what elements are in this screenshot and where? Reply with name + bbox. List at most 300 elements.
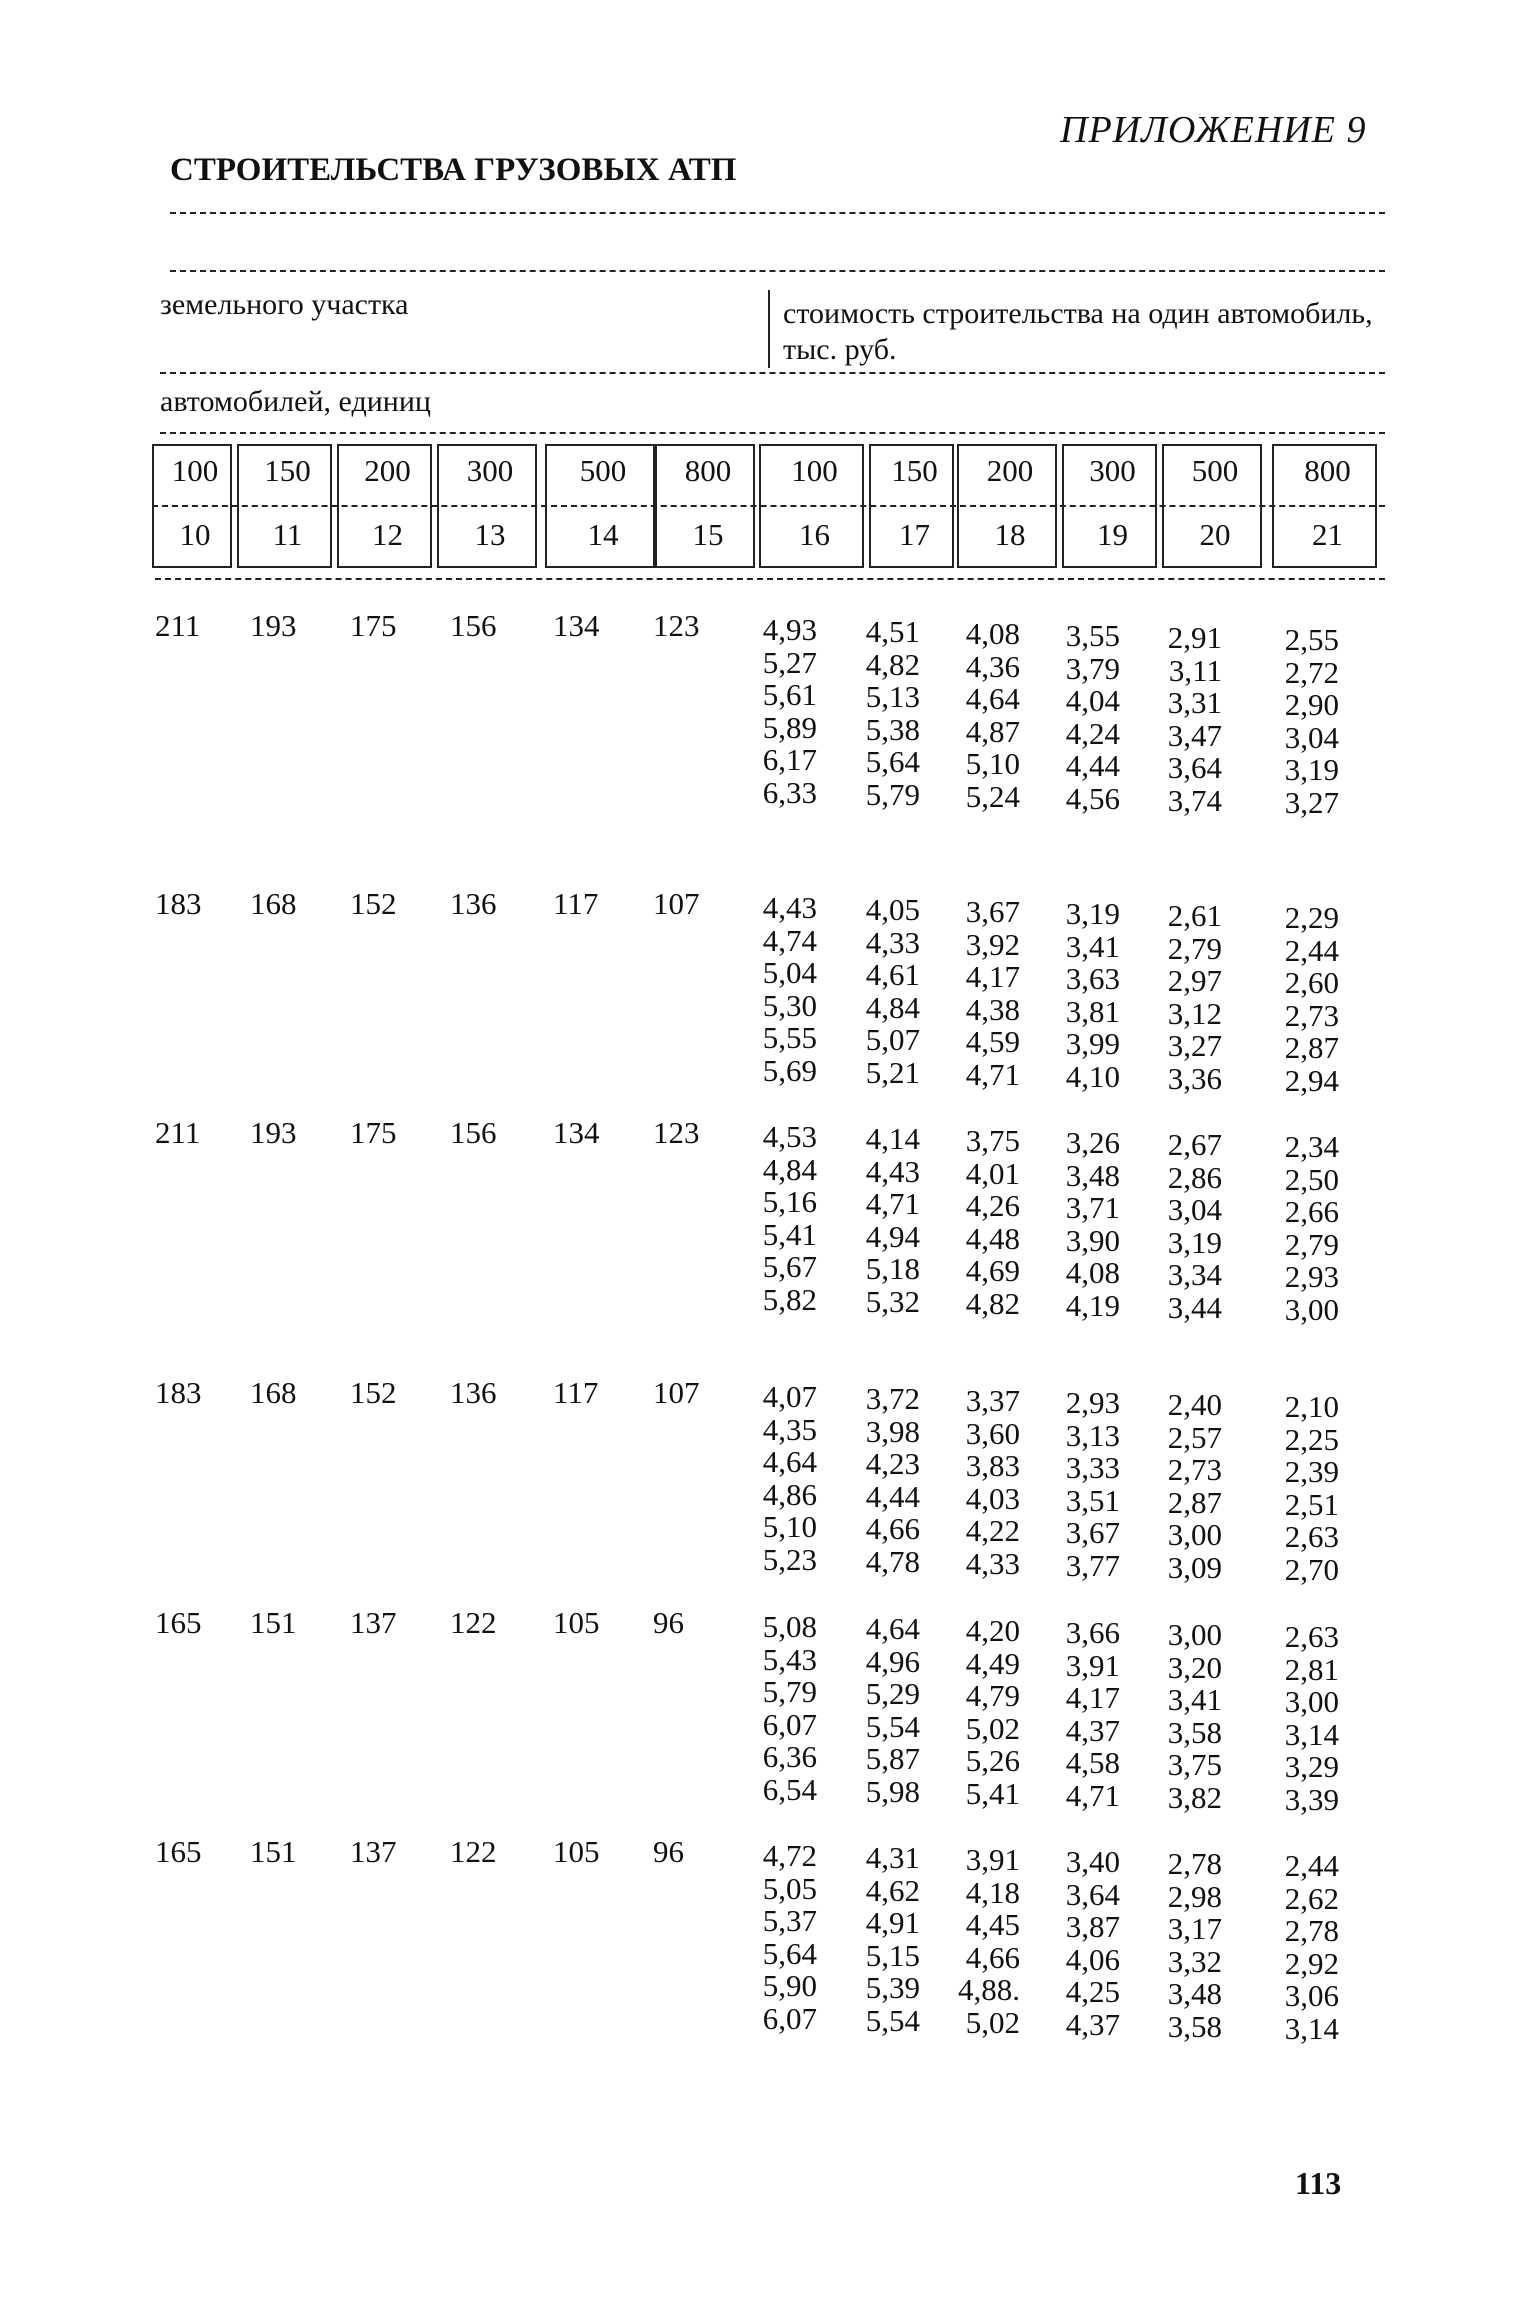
cost-value: 5,43 [762,1641,817,1677]
cost-value: 3,71 [1065,1190,1120,1225]
cost-value: 3,19 [1065,896,1120,931]
land-area-value: 175 [350,608,397,643]
cost-value: 4,93 [762,612,817,647]
cost-value: 3,40 [1065,1844,1120,1879]
cost-value: 4,44 [865,1478,920,1514]
cost-value: 3,00 [1167,1617,1222,1652]
vehicle-count-header: 100 [791,453,838,488]
cost-value: 3,19 [1167,1224,1222,1260]
vehicle-count-header: 300 [1089,453,1136,488]
land-area-value: 136 [450,1375,497,1410]
cost-value: 5,41 [762,1216,817,1252]
cost-value: 3,55 [1065,618,1120,653]
cost-value: 3,48 [1065,1157,1120,1193]
cost-value: 5,64 [865,744,920,779]
cost-value: 3,64 [1065,1876,1120,1912]
cost-value: 5,61 [762,677,817,712]
cost-value: 3,00 [1284,1291,1339,1327]
cost-value: 3,11 [1168,652,1222,688]
cost-column [1048,1127,1120,1322]
cost-value: 4,84 [865,989,920,1025]
cost-value: 3,09 [1167,1549,1222,1585]
cost-value: 2,97 [1167,963,1222,998]
column-number: 16 [799,517,830,552]
cost-value: 5,30 [762,987,817,1023]
cost-value: 5,02 [965,1710,1020,1746]
cost-column [948,1385,1020,1580]
vehicle-count-header: 300 [466,453,514,488]
cost-column [1150,622,1222,817]
cost-value: 3,27 [1167,1028,1222,1063]
column-number: 19 [1097,517,1128,552]
cost-value: 2,34 [1284,1129,1339,1164]
cost-value: 4,61 [865,957,920,992]
cost-value: 4,72 [762,1838,817,1873]
cost-value: 4,26 [965,1188,1020,1223]
cost-value: 3,00 [1167,1517,1222,1552]
cost-value: 4,74 [762,922,817,958]
cost-value: 3,63 [1065,961,1120,996]
cost-value: 3,26 [1065,1125,1120,1160]
cost-column [1150,900,1222,1095]
cost-value: 5,18 [865,1251,920,1286]
cost-value: 3,47 [1167,717,1222,753]
cost-value: 3,06 [1284,1978,1339,2013]
cost-value: 3,29 [1284,1749,1339,1784]
cost-value: 4,08 [965,616,1020,651]
cost-value: 4,37 [1065,2006,1120,2042]
cost-value: 4,53 [762,1119,817,1154]
cost-value: 5,04 [762,955,817,990]
cost-value: 2,79 [1284,1226,1339,1262]
cost-value: 2,93 [1065,1385,1120,1420]
cost-value: 4,79 [965,1678,1020,1713]
cost-value: 3,82 [1167,1779,1222,1815]
cost-value: 2,72 [1284,654,1339,690]
cost-value: 3,91 [1065,1647,1120,1683]
cost-column [1267,1621,1339,1816]
cost-value: 4,69 [965,1253,1020,1288]
cost-value: 2,73 [1167,1452,1222,1487]
cost-value: 2,10 [1284,1389,1339,1424]
cost-value: 4,87 [965,713,1020,749]
cost-column [848,1383,920,1578]
cost-column [1048,1617,1120,1812]
cost-value: 3,14 [1284,1716,1339,1752]
land-area-value: 137 [350,1605,397,1640]
table-top-rule [170,270,1385,272]
cost-value: 5,23 [762,1541,817,1577]
cost-value: 3,98 [865,1413,920,1449]
cost-value: 5,87 [865,1741,920,1776]
land-area-value: 107 [653,1375,700,1410]
cost-value: 2,86 [1167,1159,1222,1195]
cost-value: 5,64 [762,1935,817,1971]
cost-value: 3,19 [1284,752,1339,787]
cost-value: 5,21 [865,1054,920,1090]
cost-value: 4,62 [865,1872,920,1908]
cost-column [848,894,920,1089]
column-number: 20 [1199,517,1231,552]
cost-value: 2,66 [1284,1194,1339,1229]
cost-value: 3,17 [1167,1911,1222,1946]
land-area-value: 183 [155,1375,202,1410]
cost-value: 5,54 [865,2002,920,2038]
cost-value: 3,12 [1167,995,1222,1031]
cost-column [1267,902,1339,1097]
land-area-value: 152 [350,1375,397,1410]
cost-value: 2,29 [1284,900,1339,935]
cost-value: 2,44 [1284,932,1339,968]
cost-value: 2,73 [1284,997,1339,1033]
land-area-value: 134 [553,608,600,643]
cost-value: 4,71 [1065,1777,1120,1813]
cost-column [1150,1389,1222,1584]
cost-value: 4,38 [965,991,1020,1027]
cost-column [1048,620,1120,815]
cost-value: 2,57 [1167,1419,1222,1455]
vehicle-count-header: 200 [986,453,1034,488]
cost-value: 3,75 [965,1123,1020,1158]
cost-value: 4,44 [1065,748,1120,783]
land-area-value: 183 [155,886,202,921]
cost-value: 5,39 [865,1970,920,2005]
cost-column [1267,1131,1339,1326]
cost-value: 3,91 [965,1842,1020,1877]
cost-value: 4,17 [1065,1680,1120,1715]
cost-value: 5,02 [965,2004,1020,2040]
cost-value: 4,17 [965,959,1020,994]
cost-column [1048,898,1120,1093]
header-divider [768,290,770,368]
cost-value: 3,41 [1167,1682,1222,1717]
cost-value: 6,07 [762,1706,817,1742]
cost-value: 2,51 [1284,1486,1339,1522]
cost-label: стоимость строительства на один автомобиль, тыс. руб. [783,297,1373,366]
land-area-value: 175 [350,1115,397,1150]
cost-value: 2,87 [1167,1484,1222,1520]
land-area-value: 117 [553,1375,599,1410]
cost-column [948,896,1020,1091]
cost-value: 3,75 [1167,1747,1222,1782]
land-area-value: 123 [653,608,700,643]
cost-value: 3,77 [1065,1547,1120,1583]
land-area-value: 211 [155,608,201,643]
cost-value: 4,33 [965,1545,1020,1581]
column-number: 17 [899,517,930,552]
cost-value: 3,31 [1167,685,1222,720]
vehicle-count-header: 150 [264,453,311,488]
vehicle-count-header: 150 [891,453,938,488]
cost-value: 3,87 [1065,1909,1120,1944]
cost-value: 5,54 [865,1708,920,1744]
cost-value: 2,92 [1284,1945,1339,1981]
land-area-label: земельного участка [160,288,409,321]
cost-value: 5,10 [965,746,1020,781]
cost-value: 3,44 [1167,1289,1222,1325]
header-row-divider [152,505,1385,507]
cost-value: 2,63 [1284,1619,1339,1654]
cost-column [745,1381,817,1576]
cost-value: 2,44 [1284,1848,1339,1883]
cost-value: 5,41 [965,1775,1020,1811]
cost-column [1048,1387,1120,1582]
cost-value: 4,86 [762,1476,817,1512]
cost-value: 4,71 [965,1056,1020,1092]
column-number: 11 [272,517,303,552]
cost-value: 5,38 [865,711,920,747]
land-area-value: 151 [250,1605,297,1640]
cost-value: 2,50 [1284,1161,1339,1197]
land-area-value: 123 [653,1115,700,1150]
cost-column [948,1844,1020,2039]
cars-count-label: автомобилей, единиц [160,385,431,418]
column-number: 14 [587,517,619,552]
land-area-value: 136 [450,886,497,921]
cost-value: 4,59 [965,1024,1020,1059]
cost-value: 3,72 [865,1381,920,1416]
cost-value: 5,37 [762,1903,817,1938]
cost-value: 4,22 [965,1513,1020,1548]
cost-column [745,892,817,1087]
cost-value: 3,60 [965,1415,1020,1451]
header-sub-rule [160,432,1385,434]
cost-value: 5,05 [762,1870,817,1906]
cost-column [745,1121,817,1316]
cost-value: 5,13 [865,679,920,714]
column-number: 13 [474,517,506,552]
cost-value: 4,49 [965,1645,1020,1681]
cost-column [948,618,1020,813]
cost-value: 4,20 [965,1613,1020,1648]
cost-value: 3,00 [1284,1684,1339,1719]
cost-value: 4,43 [865,1153,920,1189]
cost-value: 4,64 [762,1444,817,1479]
cost-value: 2,90 [1284,687,1339,722]
land-area-value: 152 [350,886,397,921]
cost-value: 3,41 [1065,928,1120,964]
cost-value: 5,27 [762,644,817,680]
cost-value: 3,39 [1284,1781,1339,1817]
cost-value: 4,08 [1065,1255,1120,1290]
cost-value: 2,67 [1167,1127,1222,1162]
cost-value: 4,64 [865,1611,920,1646]
land-area-value: 117 [553,886,599,921]
cost-value: 5,55 [762,1020,817,1055]
cost-value: 2,25 [1284,1421,1339,1457]
cost-column [948,1125,1020,1320]
land-area-value: 134 [553,1115,600,1150]
cost-value: 4,66 [865,1511,920,1546]
cost-value: 4,36 [965,648,1020,684]
cost-value: 4,78 [865,1543,920,1579]
cost-value: 3,37 [965,1383,1020,1418]
cost-value: 4,45 [965,1907,1020,1942]
cost-value: 4,07 [762,1379,817,1414]
cost-value: 3,04 [1284,719,1339,755]
cost-value: 2,93 [1284,1259,1339,1294]
cost-value: 2,81 [1284,1651,1339,1687]
cost-value: 3,33 [1065,1450,1120,1485]
vehicle-count-header: 500 [579,453,627,488]
cost-value: 3,58 [1167,1714,1222,1750]
land-area-value: 105 [553,1605,600,1640]
cost-value: 5,15 [865,1937,920,1973]
cost-value: 3,83 [965,1448,1020,1483]
cost-value: 5,10 [762,1509,817,1544]
cost-value: 2,87 [1284,1030,1339,1065]
vehicle-count-header: 800 [1304,453,1351,488]
land-area-value: 122 [450,1834,497,1869]
vehicle-count-header: 800 [684,453,732,488]
land-area-value: 193 [250,1115,297,1150]
cost-column [1267,1850,1339,2045]
cost-value: 4,01 [965,1155,1020,1191]
cost-value: 4,04 [1065,683,1120,718]
cost-column [745,1611,817,1806]
heading-rule [170,212,1385,214]
cost-value: 4,48 [965,1220,1020,1256]
cost-value: 4,66 [965,1939,1020,1975]
land-area-value: 156 [450,1115,497,1150]
cost-column [848,1123,920,1318]
cost-value: 5,90 [762,1968,817,2003]
cost-value: 6,33 [762,774,817,810]
cost-column [1048,1846,1120,2041]
cost-value: 4,84 [762,1151,817,1187]
cost-value: 4,43 [762,890,817,925]
column-number: 18 [994,517,1026,552]
cost-value: 4,71 [865,1186,920,1221]
vehicle-count-header: 200 [364,453,411,488]
cost-value: 5,98 [865,1773,920,1809]
cost-value: 3,51 [1065,1482,1120,1518]
cost-value: 4,24 [1065,715,1120,751]
cost-value: 4,19 [1065,1287,1120,1323]
cost-value: 6,54 [762,1771,817,1807]
cost-value: 4,35 [762,1411,817,1447]
cost-value: 2,70 [1284,1551,1339,1587]
cost-value: 3,64 [1167,750,1222,785]
cost-value: 5,69 [762,1052,817,1088]
cost-column [948,1615,1020,1810]
cost-value: 4,37 [1065,1712,1120,1748]
cost-value: 2,61 [1167,898,1222,933]
column-number: 15 [692,517,724,552]
cost-column [848,616,920,811]
cost-value: 2,63 [1284,1519,1339,1554]
cost-value: 3,74 [1167,782,1222,818]
cost-column [1150,1129,1222,1324]
cost-value: 2,60 [1284,965,1339,1000]
cost-value: 3,20 [1167,1649,1222,1685]
cost-value: 3,67 [1065,1515,1120,1550]
land-area-value: 137 [350,1834,397,1869]
cost-value: 3,99 [1065,1026,1120,1061]
cost-value: 3,27 [1284,784,1339,820]
cost-value: 5,79 [762,1674,817,1709]
cost-value: 6,07 [762,2000,817,2036]
cost-value: 3,36 [1167,1060,1222,1096]
cost-value: 2,98 [1167,1878,1222,1914]
cost-value: 2,79 [1167,930,1222,966]
vehicle-count-header: 100 [171,453,219,488]
cost-value: 3,14 [1284,2010,1339,2046]
cost-value: 4,31 [865,1840,920,1875]
cost-value: 5,24 [965,778,1020,814]
cost-value: 6,17 [762,742,817,777]
cost-value: 3,90 [1065,1222,1120,1258]
cost-value: 4,03 [965,1480,1020,1516]
cost-value: 2,40 [1167,1387,1222,1422]
header-bottom-rule [155,578,1385,580]
cost-value: 4,82 [965,1285,1020,1321]
land-area-value: 165 [155,1834,202,1869]
cost-column [1150,1848,1222,2043]
cost-value: 5,26 [965,1743,1020,1778]
cost-value: 3,13 [1065,1417,1120,1453]
cost-value: 5,29 [865,1676,920,1711]
land-area-value: 156 [450,608,497,643]
cost-column [745,1840,817,2035]
cost-value: 3,32 [1167,1943,1222,1979]
cost-value: 4,18 [965,1874,1020,1910]
cost-value: 3,67 [965,894,1020,929]
land-area-value: 165 [155,1605,202,1640]
cost-column [848,1842,920,2037]
page-number: 113 [1295,2165,1342,2201]
column-number: 10 [179,517,211,552]
column-number: 21 [1312,517,1343,552]
cost-value: 3,92 [965,926,1020,962]
cost-value: 5,89 [762,709,817,745]
cost-value: 5,16 [762,1184,817,1219]
cost-value: 4,94 [865,1218,920,1254]
cost-column [1267,624,1339,819]
cost-value: 5,82 [762,1281,817,1317]
cost-value: 3,58 [1167,2008,1222,2044]
land-area-value: 122 [450,1605,497,1640]
cost-value: 3,04 [1167,1192,1222,1227]
cost-column [1267,1391,1339,1586]
cost-value: 3,79 [1065,650,1120,686]
land-area-value: 105 [553,1834,600,1869]
cost-value: 4,88. [958,1972,1020,2007]
cost-value: 4,14 [865,1121,920,1156]
page-heading: СТРОИТЕЛЬСТВА ГРУЗОВЫХ АТП [170,152,737,188]
cost-value: 5,07 [865,1022,920,1057]
cost-value: 5,79 [865,776,920,812]
cost-value: 2,91 [1167,620,1222,655]
header-mid-rule [160,372,1385,374]
cost-value: 3,81 [1065,993,1120,1029]
land-area-value: 96 [653,1605,684,1640]
cost-value: 4,05 [865,892,920,927]
appendix-title: ПРИЛОЖЕНИЕ 9 [1060,109,1367,151]
cost-value: 5,67 [762,1249,817,1284]
cost-value: 2,94 [1284,1062,1339,1098]
cost-value: 4,51 [865,614,920,649]
cost-value: 2,39 [1284,1454,1339,1489]
cost-value: 2,78 [1167,1846,1222,1881]
land-area-value: 211 [155,1115,201,1150]
cost-value: 6,36 [762,1739,817,1774]
cost-value: 4,33 [865,924,920,960]
cost-value: 3,34 [1167,1257,1222,1292]
cost-value: 4,10 [1065,1058,1120,1094]
cost-value: 4,25 [1065,1974,1120,2009]
cost-value: 2,62 [1284,1880,1339,1916]
